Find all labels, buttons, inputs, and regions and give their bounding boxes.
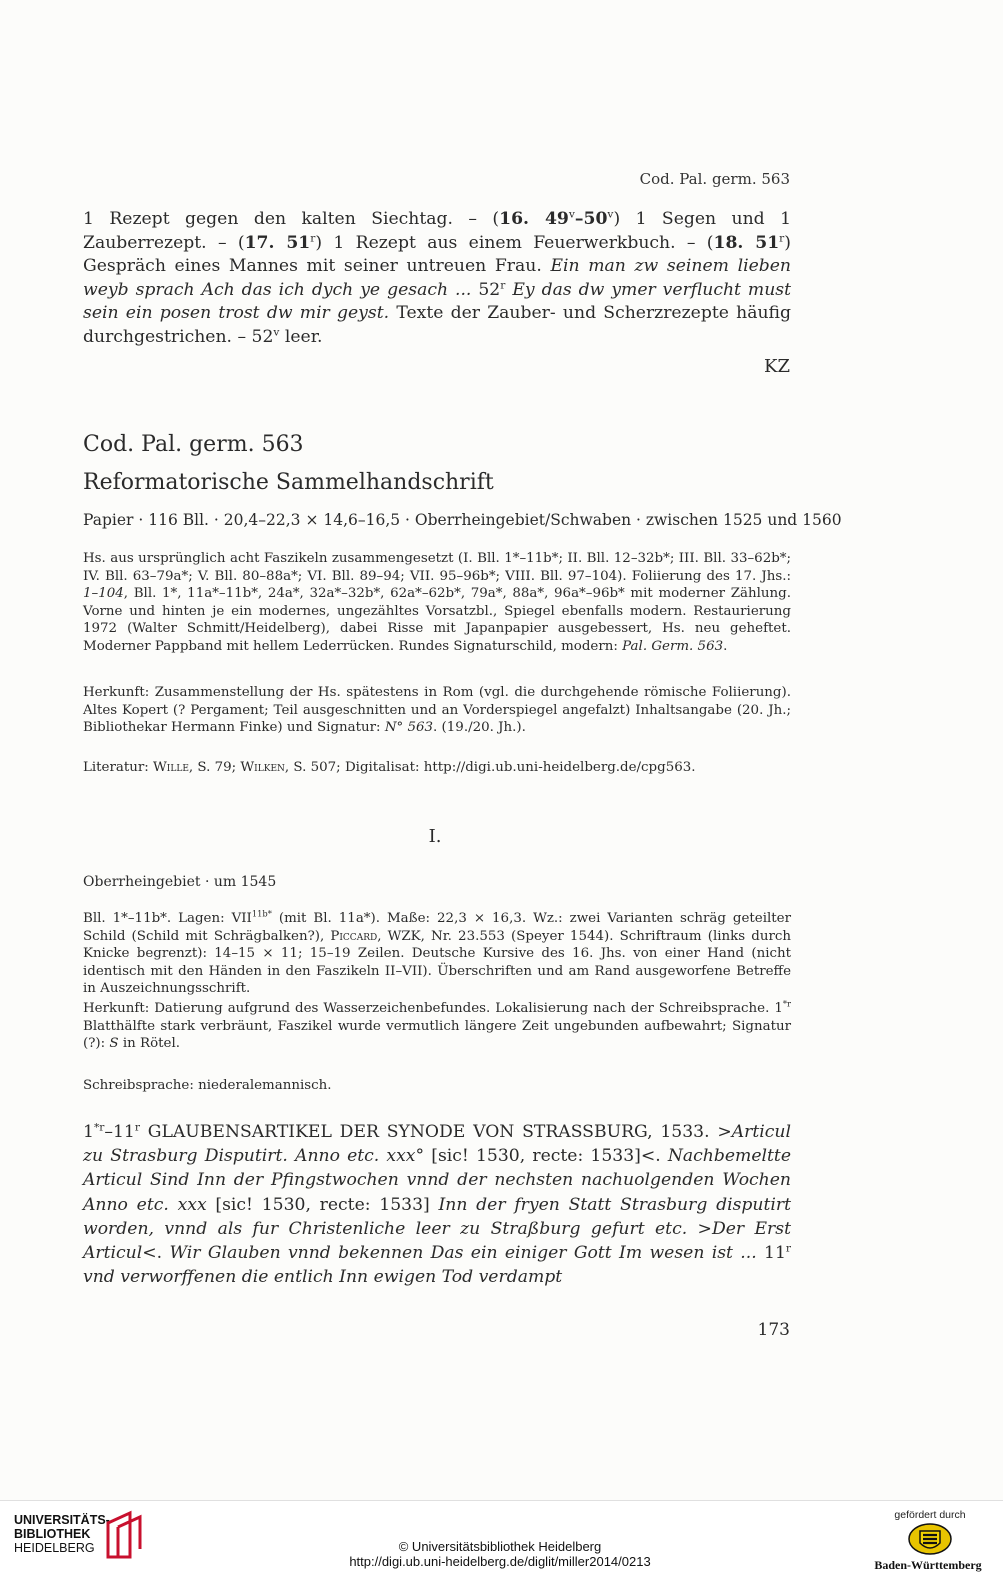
section-meta-line: Oberrheingebiet · um 1545	[83, 874, 277, 890]
state-name: Baden-Württemberg	[874, 1558, 982, 1572]
section-provenance: Herkunft: Datierung aufgrund des Wasserzeichenbefundes. Lokalisierung nach der Schreibsprache. 1$^{*r}$ Blatthälfte stark verbräunt, Faszikel wurde vermutlich längere Zeit ungebunden aufbewahrt; Signatur (?): S in Rötel.	[83, 998, 791, 1051]
manuscript-signature-heading: Cod. Pal. germ. 563	[83, 432, 304, 457]
manuscript-title-heading: Reformatorische Sammelhandschrift	[83, 470, 494, 495]
section-description: Bll. 1*–11b*. Lagen: $VII^{11b*}$ (mit Bl. 11a*). Maße: 22,3 × 16,3. Wz.: zwei Varianten schräg geteilter Schild (Schild mit Schrägbalken?), Piccard, WZK, Nr. 23.553 (Speyer 1544). Schriftraum (links durch Knicke begrenzt): 14–15 × 11; 15–19 Zeilen. Deutsche Kursive des 16. Jhs. von einer Hand (nicht identisch mit den Händen in den Faszikeln II–VII). Überschriften und am Rand ausgeworfene Betreffe in Auszeichnungsschrift.	[83, 908, 791, 996]
library-name[interactable]: UNIVERSITÄTS- BIBLIOTHEK HEIDELBERG	[14, 1513, 110, 1555]
continued-entry-text: 1 Rezept gegen den kalten Siechtag. – (16. 49$^v$–50$^v$) 1 Segen und 1 Zauberrezept. – (17. 51$^r$) 1 Rezept aus einem Feuerwerkbuch. – (18. 51$^r$) Gespräch eines Mannes mit seiner untreuen Frau. Ein man zw seinem lieben weyb sprach Ach das ich dych ye gesach ... 52$^r$ Ey das dw ymer verflucht must sein ein posen trost dw mir geyst. Texte der Zauber- und Scherzrezepte häufig durchgestrichen. – 52$^v$ leer.	[83, 207, 792, 347]
section-number: I.	[428, 826, 442, 847]
copyright-notice: © Universitätsbibliothek Heidelberg http://digi.ub.uni-heidelberg.de/diglit/miller2014/0213	[280, 1539, 720, 1569]
author-initials: KZ	[764, 356, 790, 377]
running-head: Cod. Pal. germ. 563	[639, 170, 790, 188]
scribal-language: Schreibsprache: niederalemannisch.	[83, 1078, 332, 1093]
manuscript-meta-line: Papier · 116 Bll. · 20,4–22,3 × 14,6–16,5 · Oberrheingebiet/Schwaben · zwischen 1525 und 1560	[83, 511, 842, 529]
physical-description: Hs. aus ursprünglich acht Faszikeln zusammengesetzt (I. Bll. 1*–11b*; II. Bll. 12–32b*; III. Bll. 33–62b*; IV. Bll. 63–79a*; V. Bll. 80–88a*; VI. Bll. 89–94; VII. 95–96b*; VIII. Bll. 97–104). Foliierung des 17. Jhs.: 1–104, Bll. 1*, 11a*–11b*, 24a*, 32a*–32b*, 62a*–62b*, 79a*, 88a*, 96a*–96b* mit moderner Zählung. Vorne und hinten je ein modernes, ungezähltes Vorsatzbl., Spiegel ebenfalls modern. Restaurierung 1972 (Walter Schmitt/Heidelberg), dabei Risse mit Japanpapier ausgebessert, Hs. neu geheftet. Moderner Pappband mit hellem Lederrücken. Rundes Signaturschild, modern: Pal. Germ. 563.	[83, 551, 791, 654]
provenance-paragraph: Herkunft: Zusammenstellung der Hs. spätestens in Rom (vgl. die durchgehende römische Foliierung). Altes Kopert (? Pergament; Teil ausgeschnitten und an Vorderspiegel angefalzt) Inhaltsangabe (20. Jh.; Bibliothekar Hermann Finke) und Signatur: N° 563. (19./20. Jh.).	[83, 685, 791, 735]
state-crest-icon	[908, 1523, 952, 1555]
content-item-text: 1$^{*r}$–11$^r$ GLAUBENSARTIKEL DER SYNODE VON STRASSBURG, 1533. >Articul zu Strasburg Disputirt. Anno etc. xxx° [sic! 1530, recte: 1533]<. Nachbemeltte Articul Sind Inn der Pfingstwochen vnnd der nechsten nachuolgenden Wochen Anno etc. xxx [sic! 1530, recte: 1533] Inn der fryen Statt Strasburg disputirt worden, vnnd als fur Christenliche leer zu Straßburg gefurt etc. >Der Erst Articul<. Wir Glauben vnnd bekennen Das ein einiger Gott Im wesen ist ... 11$^r$ vnd verworffenen die entlich Inn ewigen Tod verdampt	[83, 1120, 792, 1288]
library-logo-icon[interactable]	[104, 1509, 146, 1561]
funded-by-label: gefördert durch	[894, 1509, 966, 1521]
footer-bar	[0, 1500, 1003, 1578]
page-number: 173	[757, 1320, 790, 1340]
permalink-url[interactable]: http://digi.ub.uni-heidelberg.de/diglit/miller2014/0213	[349, 1554, 651, 1569]
literature-paragraph: Literatur: Wille, S. 79; Wilken, S. 507; Digitalisat: http://digi.ub.uni-heidelberg.de/cpg563.	[83, 760, 696, 775]
